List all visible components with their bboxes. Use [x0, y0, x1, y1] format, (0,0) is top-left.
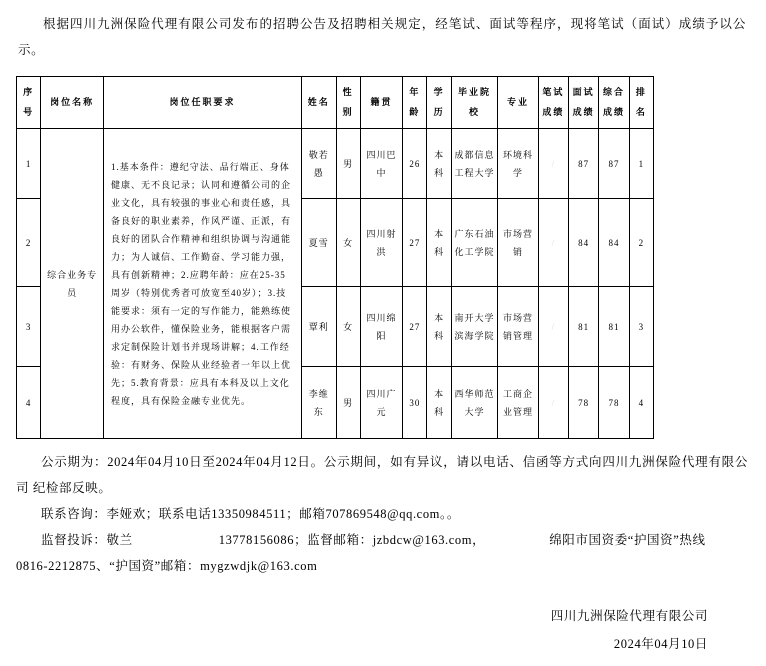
supervision-mailbox: jzbdcw@163.com， [372, 533, 486, 548]
cell-age: 27 [403, 199, 427, 287]
signature-block [16, 603, 748, 658]
score-table [16, 76, 654, 439]
cell-written-score: / [538, 199, 568, 287]
cell-overall-score: 78 [599, 367, 629, 439]
cell-position-name: 综合业务专员 [41, 129, 104, 439]
column-header-school: 毕业院校 [451, 77, 498, 129]
hotline-line2: 0816-2212875、“护国资”邮箱：mygzwdjk@163.com [16, 559, 318, 574]
column-header-gender: 性别 [336, 77, 360, 129]
cell-written-score: / [538, 129, 568, 199]
cell-school: 广东石油化工学院 [451, 199, 498, 287]
cell-requirements: 1.基本条件：遵纪守法、品行端正、身体健康、无不良记录；认同和遵循公司的企业文化，具有较强的事业心和责任感，具备良好的职业素养，作风严谨、正派，有良好的团队合作精神和组织协调与沟通能力；为人诚信、工作勤奋、学习能力强，具有创新精神；2.应聘年龄：应在25-35周岁（特别优秀者可放宽至40岁）；3.技能要求：须有一定的写作能力，能熟练使用办公软件，懂保险业务，能根据客户需求定制保险计划书并现场讲解；4.工作经验：有财务、保险从业经验者一年以上优先；5.教育背景：应具有本科及以上文化程度，具有保险金融专业优先。 [103, 129, 301, 439]
column-header-overall-score: 综合成绩 [599, 77, 629, 129]
column-header-written-score: 笔试成绩 [538, 77, 568, 129]
cell-gender: 男 [336, 367, 360, 439]
cell-gender: 男 [336, 129, 360, 199]
cell-overall-score: 87 [599, 129, 629, 199]
cell-major: 市场营销管理 [498, 287, 538, 367]
cell-age: 27 [403, 287, 427, 367]
contact-line: 联系咨询：李娅欢；联系电话13350984511；邮箱707869548@qq.com。。 [41, 507, 460, 522]
footer-section [16, 449, 748, 658]
cell-rank: 2 [629, 199, 653, 287]
cell-hometown: 四川射洪 [360, 199, 402, 287]
cell-age: 26 [403, 129, 427, 199]
cell-name: 夏雪 [302, 199, 336, 287]
column-header-requirements: 岗位任职要求 [103, 77, 301, 129]
cell-interview-score: 81 [569, 287, 599, 367]
cell-written-score: / [538, 367, 568, 439]
cell-gender: 女 [336, 199, 360, 287]
column-header-age: 年龄 [403, 77, 427, 129]
signature-date: 2024年04月10日 [613, 636, 708, 651]
column-header-major: 专业 [498, 77, 538, 129]
cell-school: 成都信息工程大学 [451, 129, 498, 199]
cell-interview-score: 84 [569, 199, 599, 287]
cell-name: 敬若愚 [302, 129, 336, 199]
cell-no: 3 [17, 287, 41, 367]
column-header-name: 姓名 [302, 77, 336, 129]
cell-education: 本科 [427, 367, 451, 439]
cell-hometown: 四川广元 [360, 367, 402, 439]
cell-overall-score: 81 [599, 287, 629, 367]
cell-overall-score: 84 [599, 199, 629, 287]
cell-rank: 4 [629, 367, 653, 439]
cell-no: 4 [17, 367, 41, 439]
cell-name: 覃利 [302, 287, 336, 367]
cell-age: 30 [403, 367, 427, 439]
cell-written-score: / [538, 287, 568, 367]
cell-hometown: 四川绵阳 [360, 287, 402, 367]
column-header-no: 序号 [17, 77, 41, 129]
column-header-position: 岗位名称 [41, 77, 104, 129]
cell-hometown: 四川巴中 [360, 129, 402, 199]
cell-rank: 3 [629, 287, 653, 367]
cell-rank: 1 [629, 129, 653, 199]
supervision-phone: 13778156086； [218, 533, 308, 548]
column-header-education: 学历 [427, 77, 451, 129]
publicity-period-text: 公示期为：2024年04月10日至2024年04月12日。公示期间，如有异议，请以电话、信函等方式向四川九洲保险代理有限公司 纪检部反映。 [16, 455, 748, 496]
table-header-row [17, 77, 654, 129]
column-header-interview-score: 面试成绩 [569, 77, 599, 129]
cell-interview-score: 78 [569, 367, 599, 439]
cell-gender: 女 [336, 287, 360, 367]
cell-major: 环境科学 [498, 129, 538, 199]
column-header-rank: 排名 [629, 77, 653, 129]
cell-school: 南开大学滨海学院 [451, 287, 498, 367]
table-row [17, 129, 654, 199]
hotline-name: 绵阳市国资委“护国资”热线 [549, 533, 706, 548]
cell-school: 西华师范大学 [451, 367, 498, 439]
cell-education: 本科 [427, 129, 451, 199]
intro-paragraph: 根据四川九洲保险代理有限公司发布的招聘公告及招聘相关规定，经笔试、面试等程序，现将笔试（面试）成绩予以公示。 [18, 17, 746, 57]
cell-no: 2 [17, 199, 41, 287]
column-header-hometown: 籍贯 [360, 77, 402, 129]
cell-major: 市场营销 [498, 199, 538, 287]
cell-education: 本科 [427, 199, 451, 287]
cell-interview-score: 87 [569, 129, 599, 199]
cell-no: 1 [17, 129, 41, 199]
cell-name: 李维东 [302, 367, 336, 439]
supervision-line [16, 527, 748, 553]
supervision-label: 监督投诉： [41, 533, 107, 548]
cell-education: 本科 [427, 287, 451, 367]
company-name: 四川九洲保险代理有限公司 [550, 609, 708, 624]
supervision-mailbox-label: 监督邮箱： [307, 533, 373, 548]
supervision-name: 敬兰 [106, 533, 133, 548]
cell-major: 工商企业管理 [498, 367, 538, 439]
